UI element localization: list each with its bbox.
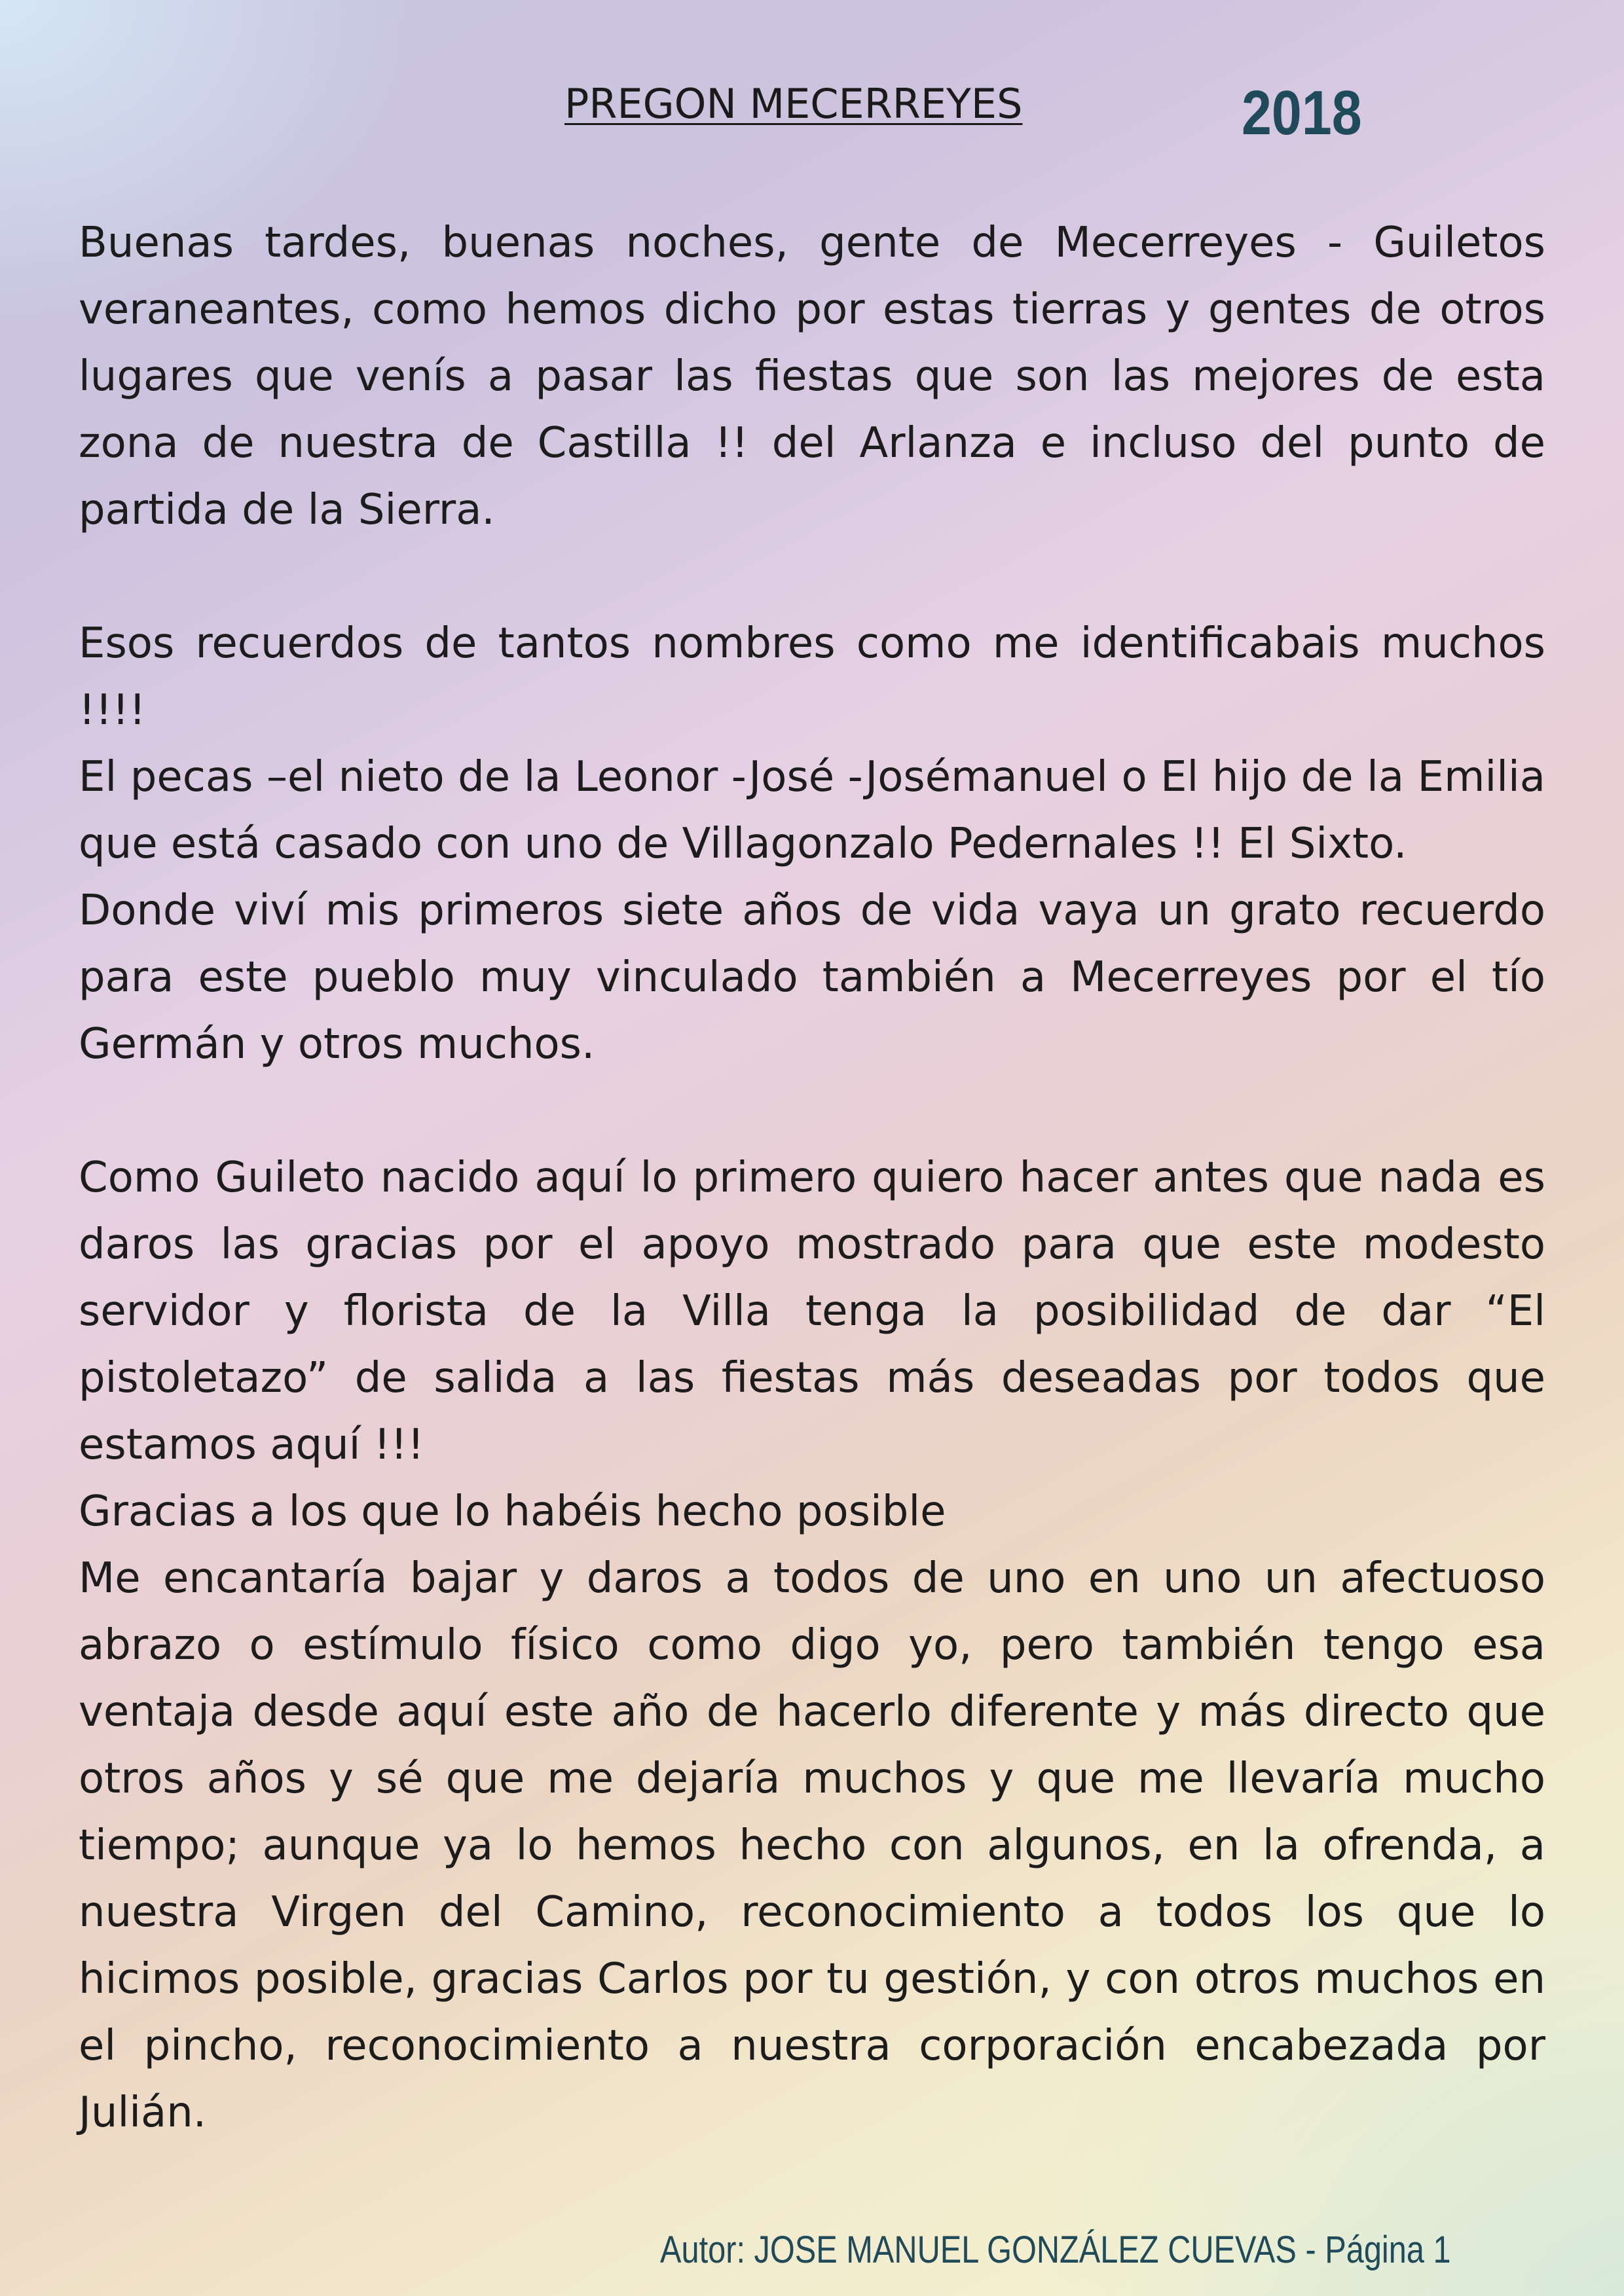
page-year: 2018 (1242, 78, 1362, 148)
paragraph-spacer (79, 543, 1545, 610)
paragraph-names: El pecas –el nieto de la Leonor -José -Josémanuel o El hijo de la Emilia que está casado con uno de Villagonzalo Pedernales !! El Sixto. (79, 753, 1545, 868)
paragraph-memories: Esos recuerdos de tantos nombres como me identificabais muchos !!!! (79, 619, 1545, 735)
paragraph-thanks: Como Guileto nacido aquí lo primero quiero hacer antes que nada es daros las gracias por el apoyo mostrado para que este modesto servidor y florista de la Villa tenga la posibilidad de dar “El pistoletazo” de salida a las fiestas más deseadas por todos que estamos aquí !!! (79, 1154, 1545, 1469)
paragraph-embrace: Me encantaría bajar y daros a todos de uno en uno un afectuoso abrazo o estímulo físico como digo yo, pero también tengo esa ventaja desde aquí este año de hacerlo diferente y más directo que otros años y sé que me dejaría muchos y que me llevaría mucho tiempo; aunque ya lo hemos hecho con algunos, en la ofrenda, a nuestra Virgen del Camino, reconocimiento a todos los que lo hicimos posible, gracias Carlos por tu gestión, y con otros muchos en el pincho, reconocimiento a nuestra corporación encabezada por Julián. (79, 1554, 1545, 2137)
paragraph-spacer (79, 1078, 1545, 1144)
paragraph-gratitude: Gracias a los que lo habéis hecho posible (79, 1487, 946, 1536)
document-body (79, 210, 1545, 2146)
paragraph-childhood: Donde viví mis primeros siete años de vida vaya un grato recuerdo para este pueblo muy vinculado también a Mecerreyes por el tío Germán y otros muchos. (79, 886, 1545, 1068)
page-title: PREGON MECERREYES (564, 80, 1023, 128)
page-footer: Autor: JOSE MANUEL GONZÁLEZ CUEVAS - Página 1 (660, 2229, 1451, 2271)
paragraph-greeting: Buenas tardes, buenas noches, gente de Mecerreyes - Guiletos veraneantes, como hemos dicho por estas tierras y gentes de otros lugares que venís a pasar las fiestas que son las mejores de esta zona de nuestra de Castilla !! del Arlanza e incluso del punto de partida de la Sierra. (79, 219, 1545, 534)
